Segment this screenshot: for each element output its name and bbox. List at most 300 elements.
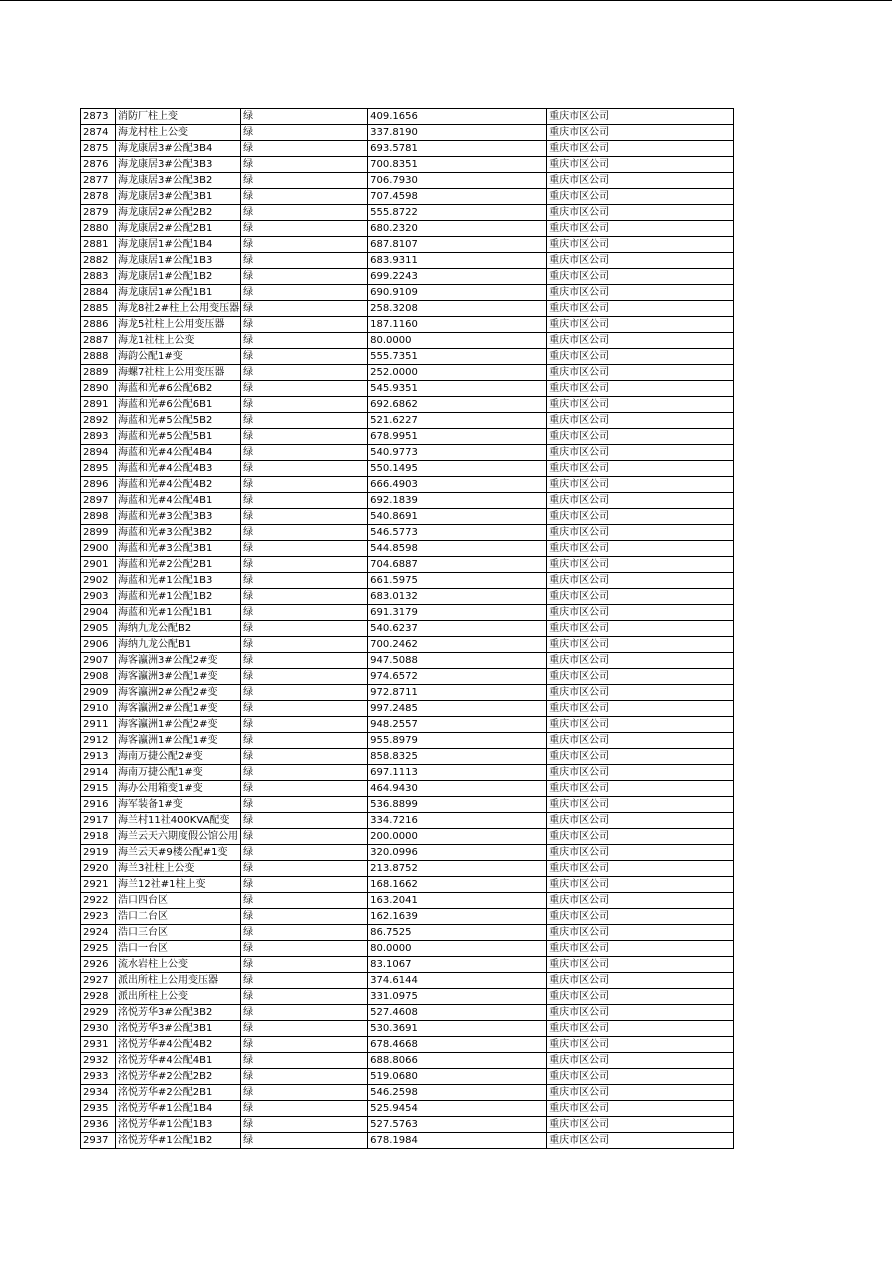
company-cell: 重庆市区公司	[547, 237, 734, 253]
company-cell: 重庆市区公司	[547, 765, 734, 781]
company-cell: 重庆市区公司	[547, 573, 734, 589]
station-name-cell: 海龙康居3#公配3B2	[116, 173, 241, 189]
company-cell: 重庆市区公司	[547, 157, 734, 173]
row-number-cell: 2882	[81, 253, 116, 269]
value-cell: 162.1639	[368, 909, 547, 925]
table-row	[81, 941, 734, 957]
station-name-cell: 海南万捷公配1#变	[116, 765, 241, 781]
table-row	[81, 205, 734, 221]
station-name-cell: 洺悦芳华#1公配1B4	[116, 1101, 241, 1117]
station-name-cell: 海蓝和光#3公配3B2	[116, 525, 241, 541]
status-cell: 绿	[241, 845, 368, 861]
table-row	[81, 413, 734, 429]
company-cell: 重庆市区公司	[547, 829, 734, 845]
value-cell: 545.9351	[368, 381, 547, 397]
status-cell: 绿	[241, 1085, 368, 1101]
row-number-cell: 2915	[81, 781, 116, 797]
table-row	[81, 173, 734, 189]
value-cell: 546.5773	[368, 525, 547, 541]
table-row	[81, 1069, 734, 1085]
station-name-cell: 海龙8社2#柱上公用变压器	[116, 301, 241, 317]
station-name-cell: 海龙康居1#公配1B3	[116, 253, 241, 269]
row-number-cell: 2887	[81, 333, 116, 349]
value-cell: 168.1662	[368, 877, 547, 893]
company-cell: 重庆市区公司	[547, 141, 734, 157]
value-cell: 706.7930	[368, 173, 547, 189]
station-name-cell: 派出所柱上公变	[116, 989, 241, 1005]
station-name-cell: 海龙康居2#公配2B2	[116, 205, 241, 221]
station-name-cell: 海龙村柱上公变	[116, 125, 241, 141]
value-cell: 86.7525	[368, 925, 547, 941]
row-number-cell: 2873	[81, 109, 116, 125]
value-cell: 678.9951	[368, 429, 547, 445]
value-cell: 692.1839	[368, 493, 547, 509]
table-row	[81, 717, 734, 733]
table-row	[81, 429, 734, 445]
company-cell: 重庆市区公司	[547, 285, 734, 301]
station-name-cell: 海蓝和光#5公配5B1	[116, 429, 241, 445]
table-row	[81, 989, 734, 1005]
table-row	[81, 269, 734, 285]
status-cell: 绿	[241, 733, 368, 749]
status-cell: 绿	[241, 1021, 368, 1037]
value-cell: 540.6237	[368, 621, 547, 637]
row-number-cell: 2884	[81, 285, 116, 301]
station-name-cell: 海客瀛洲1#公配1#变	[116, 733, 241, 749]
status-cell: 绿	[241, 893, 368, 909]
company-cell: 重庆市区公司	[547, 653, 734, 669]
value-cell: 858.8325	[368, 749, 547, 765]
company-cell: 重庆市区公司	[547, 749, 734, 765]
status-cell: 绿	[241, 973, 368, 989]
station-name-cell: 海蓝和光#6公配6B1	[116, 397, 241, 413]
row-number-cell: 2911	[81, 717, 116, 733]
station-name-cell: 海办公用箱变1#变	[116, 781, 241, 797]
row-number-cell: 2899	[81, 525, 116, 541]
station-name-cell: 海龙康居1#公配1B4	[116, 237, 241, 253]
table-row	[81, 381, 734, 397]
company-cell: 重庆市区公司	[547, 1021, 734, 1037]
table-row	[81, 573, 734, 589]
table-row	[81, 397, 734, 413]
table-row	[81, 925, 734, 941]
status-cell: 绿	[241, 1117, 368, 1133]
table-row	[81, 813, 734, 829]
row-number-cell: 2908	[81, 669, 116, 685]
value-cell: 163.2041	[368, 893, 547, 909]
table-row	[81, 765, 734, 781]
table-row	[81, 333, 734, 349]
station-name-cell: 海蓝和光#4公配4B4	[116, 445, 241, 461]
company-cell: 重庆市区公司	[547, 1069, 734, 1085]
table-row	[81, 541, 734, 557]
station-name-cell: 洺悦芳华#4公配4B2	[116, 1037, 241, 1053]
row-number-cell: 2936	[81, 1117, 116, 1133]
table-row	[81, 477, 734, 493]
value-cell: 464.9430	[368, 781, 547, 797]
value-cell: 678.4668	[368, 1037, 547, 1053]
row-number-cell: 2897	[81, 493, 116, 509]
company-cell: 重庆市区公司	[547, 509, 734, 525]
station-name-cell: 海客瀛洲3#公配2#变	[116, 653, 241, 669]
company-cell: 重庆市区公司	[547, 1005, 734, 1021]
value-cell: 666.4903	[368, 477, 547, 493]
status-cell: 绿	[241, 941, 368, 957]
status-cell: 绿	[241, 525, 368, 541]
value-cell: 948.2557	[368, 717, 547, 733]
value-cell: 690.9109	[368, 285, 547, 301]
company-cell: 重庆市区公司	[547, 429, 734, 445]
value-cell: 691.3179	[368, 605, 547, 621]
company-cell: 重庆市区公司	[547, 253, 734, 269]
value-cell: 213.8752	[368, 861, 547, 877]
status-cell: 绿	[241, 509, 368, 525]
company-cell: 重庆市区公司	[547, 637, 734, 653]
table-row	[81, 845, 734, 861]
status-cell: 绿	[241, 909, 368, 925]
station-name-cell: 洺悦芳华#2公配2B1	[116, 1085, 241, 1101]
value-cell: 540.9773	[368, 445, 547, 461]
value-cell: 527.5763	[368, 1117, 547, 1133]
status-cell: 绿	[241, 301, 368, 317]
value-cell: 555.7351	[368, 349, 547, 365]
company-cell: 重庆市区公司	[547, 1101, 734, 1117]
value-cell: 550.1495	[368, 461, 547, 477]
station-name-cell: 浩口三台区	[116, 925, 241, 941]
status-cell: 绿	[241, 813, 368, 829]
value-cell: 700.8351	[368, 157, 547, 173]
station-name-cell: 海客瀛洲1#公配2#变	[116, 717, 241, 733]
status-cell: 绿	[241, 253, 368, 269]
station-name-cell: 海蓝和光#1公配1B1	[116, 605, 241, 621]
company-cell: 重庆市区公司	[547, 717, 734, 733]
company-cell: 重庆市区公司	[547, 1053, 734, 1069]
status-cell: 绿	[241, 317, 368, 333]
value-cell: 947.5088	[368, 653, 547, 669]
row-number-cell: 2918	[81, 829, 116, 845]
status-cell: 绿	[241, 109, 368, 125]
station-name-cell: 海纳九龙公配B2	[116, 621, 241, 637]
station-name-cell: 浩口一台区	[116, 941, 241, 957]
company-cell: 重庆市区公司	[547, 189, 734, 205]
row-number-cell: 2901	[81, 557, 116, 573]
row-number-cell: 2890	[81, 381, 116, 397]
company-cell: 重庆市区公司	[547, 813, 734, 829]
station-name-cell: 海蓝和光#2公配2B1	[116, 557, 241, 573]
status-cell: 绿	[241, 573, 368, 589]
status-cell: 绿	[241, 861, 368, 877]
table-row	[81, 285, 734, 301]
status-cell: 绿	[241, 669, 368, 685]
status-cell: 绿	[241, 205, 368, 221]
status-cell: 绿	[241, 877, 368, 893]
station-name-cell: 海兰云天#9楼公配#1变	[116, 845, 241, 861]
value-cell: 525.9454	[368, 1101, 547, 1117]
row-number-cell: 2913	[81, 749, 116, 765]
status-cell: 绿	[241, 413, 368, 429]
row-number-cell: 2906	[81, 637, 116, 653]
table-row	[81, 1133, 734, 1149]
value-cell: 80.0000	[368, 333, 547, 349]
table-row	[81, 349, 734, 365]
value-cell: 536.8899	[368, 797, 547, 813]
row-number-cell: 2937	[81, 1133, 116, 1149]
table-row	[81, 685, 734, 701]
row-number-cell: 2920	[81, 861, 116, 877]
table-row	[81, 1101, 734, 1117]
status-cell: 绿	[241, 1069, 368, 1085]
row-number-cell: 2931	[81, 1037, 116, 1053]
station-name-cell: 海龙康居3#公配3B4	[116, 141, 241, 157]
row-number-cell: 2927	[81, 973, 116, 989]
value-cell: 80.0000	[368, 941, 547, 957]
company-cell: 重庆市区公司	[547, 301, 734, 317]
value-cell: 699.2243	[368, 269, 547, 285]
status-cell: 绿	[241, 173, 368, 189]
station-name-cell: 海螺7社柱上公用变压器	[116, 365, 241, 381]
row-number-cell: 2933	[81, 1069, 116, 1085]
table-row	[81, 973, 734, 989]
table-row	[81, 749, 734, 765]
company-cell: 重庆市区公司	[547, 1085, 734, 1101]
status-cell: 绿	[241, 125, 368, 141]
company-cell: 重庆市区公司	[547, 333, 734, 349]
table-row	[81, 909, 734, 925]
table-row	[81, 637, 734, 653]
status-cell: 绿	[241, 749, 368, 765]
company-cell: 重庆市区公司	[547, 733, 734, 749]
station-name-cell: 海龙康居2#公配2B1	[116, 221, 241, 237]
table-row	[81, 493, 734, 509]
table-row	[81, 621, 734, 637]
status-cell: 绿	[241, 829, 368, 845]
company-cell: 重庆市区公司	[547, 109, 734, 125]
row-number-cell: 2902	[81, 573, 116, 589]
station-name-cell: 海龙5社柱上公用变压器	[116, 317, 241, 333]
status-cell: 绿	[241, 653, 368, 669]
row-number-cell: 2905	[81, 621, 116, 637]
company-cell: 重庆市区公司	[547, 669, 734, 685]
status-cell: 绿	[241, 157, 368, 173]
station-name-cell: 海蓝和光#4公配4B3	[116, 461, 241, 477]
status-cell: 绿	[241, 461, 368, 477]
value-cell: 678.1984	[368, 1133, 547, 1149]
row-number-cell: 2886	[81, 317, 116, 333]
table-row	[81, 829, 734, 845]
status-cell: 绿	[241, 445, 368, 461]
station-name-cell: 海客瀛洲3#公配1#变	[116, 669, 241, 685]
company-cell: 重庆市区公司	[547, 701, 734, 717]
table-row	[81, 797, 734, 813]
station-name-cell: 海纳九龙公配B1	[116, 637, 241, 653]
status-cell: 绿	[241, 637, 368, 653]
station-name-cell: 海兰3社柱上公变	[116, 861, 241, 877]
value-cell: 337.8190	[368, 125, 547, 141]
value-cell: 530.3691	[368, 1021, 547, 1037]
row-number-cell: 2910	[81, 701, 116, 717]
status-cell: 绿	[241, 765, 368, 781]
table-row	[81, 957, 734, 973]
value-cell: 252.0000	[368, 365, 547, 381]
status-cell: 绿	[241, 701, 368, 717]
station-name-cell: 海南万捷公配2#变	[116, 749, 241, 765]
table-row	[81, 301, 734, 317]
station-name-cell: 海韵公配1#变	[116, 349, 241, 365]
station-name-cell: 海龙康居3#公配3B1	[116, 189, 241, 205]
company-cell: 重庆市区公司	[547, 205, 734, 221]
value-cell: 688.8066	[368, 1053, 547, 1069]
row-number-cell: 2894	[81, 445, 116, 461]
table-row	[81, 509, 734, 525]
table-row	[81, 109, 734, 125]
row-number-cell: 2916	[81, 797, 116, 813]
value-cell: 374.6144	[368, 973, 547, 989]
row-number-cell: 2889	[81, 365, 116, 381]
company-cell: 重庆市区公司	[547, 317, 734, 333]
row-number-cell: 2919	[81, 845, 116, 861]
station-name-cell: 洺悦芳华#1公配1B2	[116, 1133, 241, 1149]
station-name-cell: 洺悦芳华#4公配4B1	[116, 1053, 241, 1069]
company-cell: 重庆市区公司	[547, 781, 734, 797]
status-cell: 绿	[241, 1133, 368, 1149]
value-cell: 258.3208	[368, 301, 547, 317]
table-row	[81, 1085, 734, 1101]
row-number-cell: 2921	[81, 877, 116, 893]
row-number-cell: 2878	[81, 189, 116, 205]
row-number-cell: 2874	[81, 125, 116, 141]
station-name-cell: 海龙1社柱上公变	[116, 333, 241, 349]
station-name-cell: 海客瀛洲2#公配2#变	[116, 685, 241, 701]
row-number-cell: 2877	[81, 173, 116, 189]
company-cell: 重庆市区公司	[547, 381, 734, 397]
company-cell: 重庆市区公司	[547, 589, 734, 605]
row-number-cell: 2917	[81, 813, 116, 829]
status-cell: 绿	[241, 541, 368, 557]
row-number-cell: 2904	[81, 605, 116, 621]
company-cell: 重庆市区公司	[547, 413, 734, 429]
station-name-cell: 海龙康居1#公配1B1	[116, 285, 241, 301]
value-cell: 519.0680	[368, 1069, 547, 1085]
row-number-cell: 2898	[81, 509, 116, 525]
page-top-border	[0, 0, 892, 1]
value-cell: 187.1160	[368, 317, 547, 333]
status-cell: 绿	[241, 605, 368, 621]
table-row	[81, 237, 734, 253]
status-cell: 绿	[241, 429, 368, 445]
station-name-cell: 消防厂柱上变	[116, 109, 241, 125]
table-row	[81, 589, 734, 605]
value-cell: 200.0000	[368, 829, 547, 845]
value-cell: 546.2598	[368, 1085, 547, 1101]
row-number-cell: 2935	[81, 1101, 116, 1117]
company-cell: 重庆市区公司	[547, 909, 734, 925]
table-row	[81, 461, 734, 477]
company-cell: 重庆市区公司	[547, 173, 734, 189]
table-body	[81, 109, 734, 1149]
station-name-cell: 洺悦芳华#1公配1B3	[116, 1117, 241, 1133]
status-cell: 绿	[241, 381, 368, 397]
company-cell: 重庆市区公司	[547, 925, 734, 941]
row-number-cell: 2883	[81, 269, 116, 285]
status-cell: 绿	[241, 237, 368, 253]
status-cell: 绿	[241, 1053, 368, 1069]
row-number-cell: 2926	[81, 957, 116, 973]
station-name-cell: 海龙康居1#公配1B2	[116, 269, 241, 285]
company-cell: 重庆市区公司	[547, 221, 734, 237]
table-row	[81, 1021, 734, 1037]
table-row	[81, 1053, 734, 1069]
station-name-cell: 海蓝和光#6公配6B2	[116, 381, 241, 397]
table-row	[81, 189, 734, 205]
company-cell: 重庆市区公司	[547, 1133, 734, 1149]
row-number-cell: 2900	[81, 541, 116, 557]
company-cell: 重庆市区公司	[547, 125, 734, 141]
company-cell: 重庆市区公司	[547, 445, 734, 461]
table-row	[81, 157, 734, 173]
station-name-cell: 海蓝和光#1公配1B3	[116, 573, 241, 589]
value-cell: 527.4608	[368, 1005, 547, 1021]
value-cell: 683.0132	[368, 589, 547, 605]
table-row	[81, 733, 734, 749]
status-cell: 绿	[241, 349, 368, 365]
table-row	[81, 653, 734, 669]
row-number-cell: 2875	[81, 141, 116, 157]
table-row	[81, 1117, 734, 1133]
station-name-cell: 洺悦芳华3#公配3B2	[116, 1005, 241, 1021]
status-cell: 绿	[241, 269, 368, 285]
company-cell: 重庆市区公司	[547, 621, 734, 637]
table-row	[81, 701, 734, 717]
station-name-cell: 洺悦芳华#2公配2B2	[116, 1069, 241, 1085]
company-cell: 重庆市区公司	[547, 461, 734, 477]
station-name-cell: 海蓝和光#1公配1B2	[116, 589, 241, 605]
data-table	[80, 108, 734, 1149]
value-cell: 409.1656	[368, 109, 547, 125]
station-name-cell: 海龙康居3#公配3B3	[116, 157, 241, 173]
value-cell: 555.8722	[368, 205, 547, 221]
status-cell: 绿	[241, 285, 368, 301]
row-number-cell: 2932	[81, 1053, 116, 1069]
value-cell: 540.8691	[368, 509, 547, 525]
value-cell: 661.5975	[368, 573, 547, 589]
station-name-cell: 海兰12社#1柱上变	[116, 877, 241, 893]
status-cell: 绿	[241, 685, 368, 701]
company-cell: 重庆市区公司	[547, 349, 734, 365]
company-cell: 重庆市区公司	[547, 973, 734, 989]
status-cell: 绿	[241, 397, 368, 413]
value-cell: 692.6862	[368, 397, 547, 413]
status-cell: 绿	[241, 621, 368, 637]
value-cell: 83.1067	[368, 957, 547, 973]
company-cell: 重庆市区公司	[547, 1037, 734, 1053]
row-number-cell: 2895	[81, 461, 116, 477]
table-row	[81, 253, 734, 269]
row-number-cell: 2923	[81, 909, 116, 925]
table-row	[81, 221, 734, 237]
row-number-cell: 2893	[81, 429, 116, 445]
status-cell: 绿	[241, 1037, 368, 1053]
station-name-cell: 浩口四台区	[116, 893, 241, 909]
value-cell: 320.0996	[368, 845, 547, 861]
company-cell: 重庆市区公司	[547, 269, 734, 285]
company-cell: 重庆市区公司	[547, 605, 734, 621]
status-cell: 绿	[241, 557, 368, 573]
value-cell: 697.1113	[368, 765, 547, 781]
company-cell: 重庆市区公司	[547, 541, 734, 557]
status-cell: 绿	[241, 797, 368, 813]
value-cell: 334.7216	[368, 813, 547, 829]
table-row	[81, 1005, 734, 1021]
